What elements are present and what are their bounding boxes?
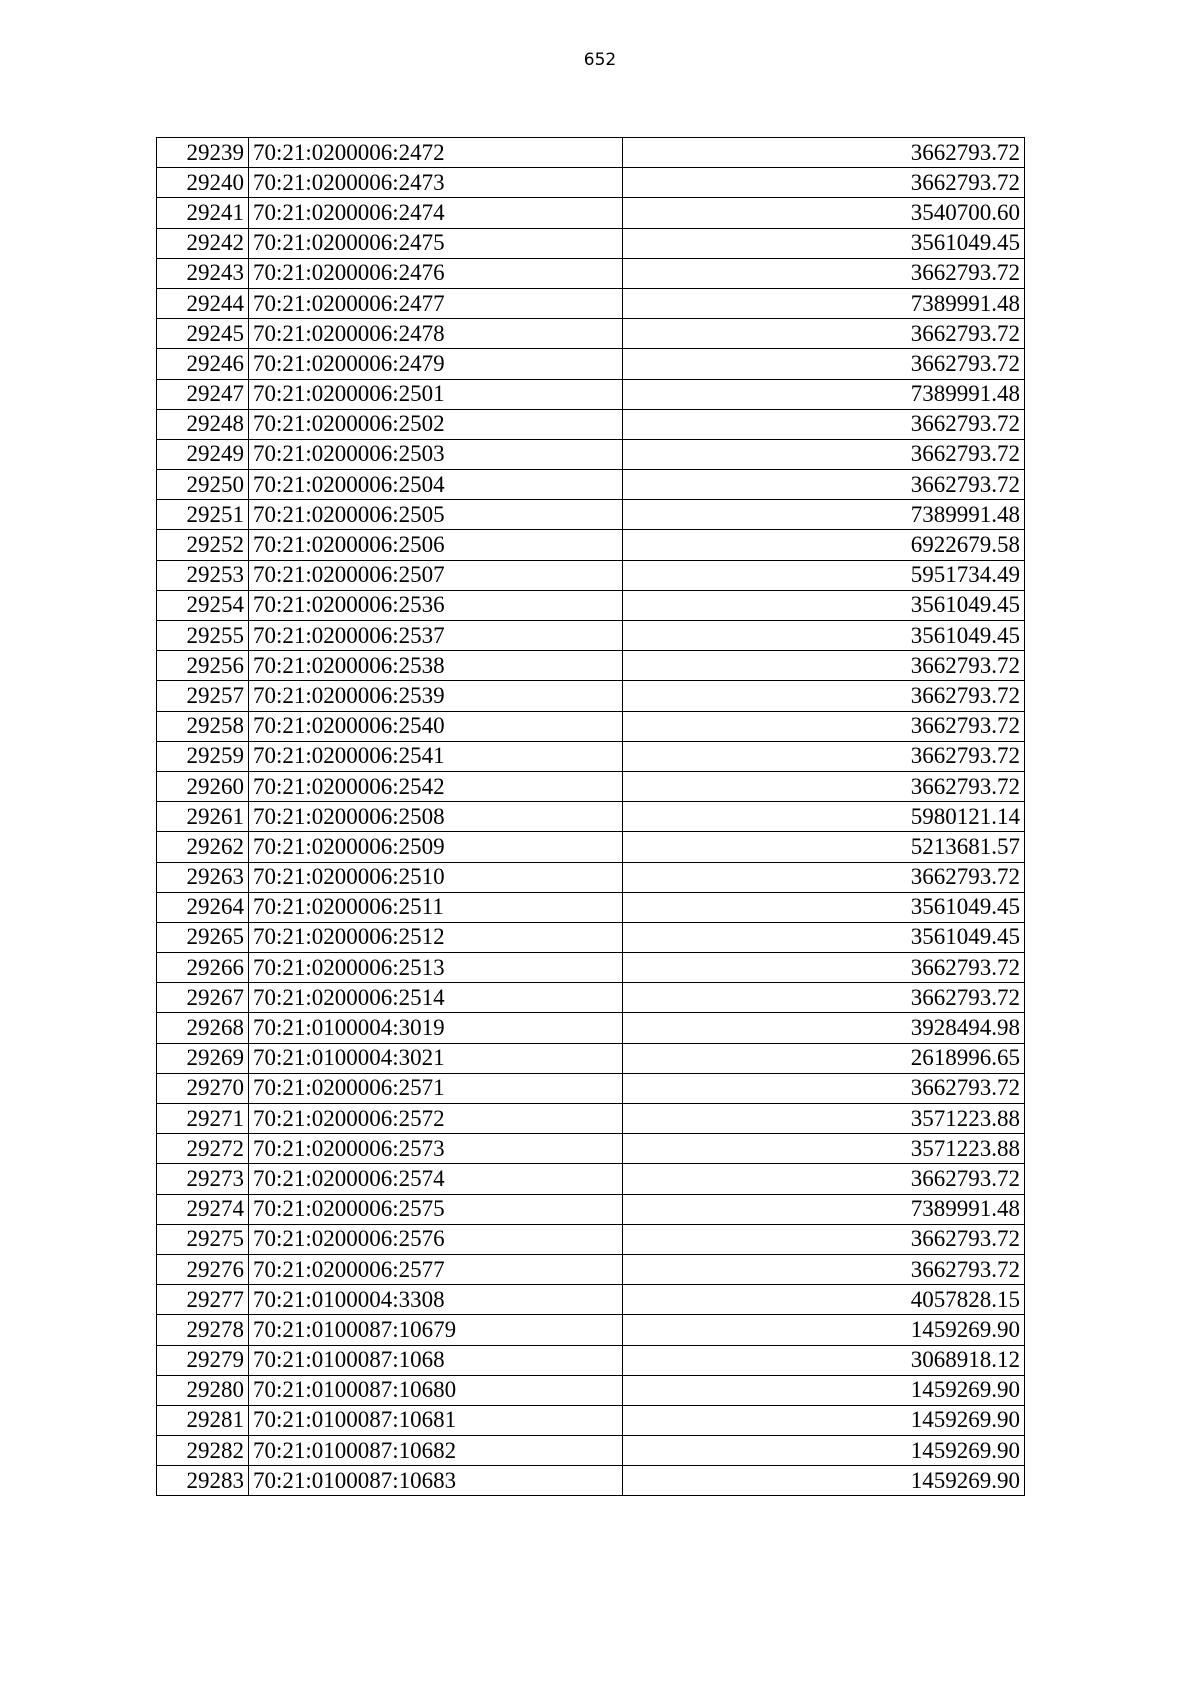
cadastral-number-cell: 70:21:0100004:3019 bbox=[249, 1013, 623, 1043]
table-row bbox=[157, 1224, 1025, 1254]
row-number-cell: 29278 bbox=[157, 1315, 249, 1345]
table-row bbox=[157, 892, 1025, 922]
row-number-cell: 29275 bbox=[157, 1224, 249, 1254]
cadastral-value-cell: 5213681.57 bbox=[623, 832, 1025, 862]
row-number-cell: 29261 bbox=[157, 802, 249, 832]
cadastral-number-cell: 70:21:0200006:2503 bbox=[249, 439, 623, 469]
row-number-cell: 29267 bbox=[157, 983, 249, 1013]
cadastral-value-cell: 3928494.98 bbox=[623, 1013, 1025, 1043]
cadastral-value-cell: 1459269.90 bbox=[623, 1375, 1025, 1405]
table-row bbox=[157, 1134, 1025, 1164]
table-row bbox=[157, 1375, 1025, 1405]
row-number-cell: 29240 bbox=[157, 168, 249, 198]
cadastral-number-cell: 70:21:0200006:2477 bbox=[249, 288, 623, 318]
row-number-cell: 29260 bbox=[157, 771, 249, 801]
cadastral-number-cell: 70:21:0100087:10682 bbox=[249, 1436, 623, 1466]
table-row bbox=[157, 1345, 1025, 1375]
row-number-cell: 29246 bbox=[157, 349, 249, 379]
cadastral-value-cell: 1459269.90 bbox=[623, 1436, 1025, 1466]
page-number: 652 bbox=[583, 50, 617, 70]
cadastral-value-cell: 3561049.45 bbox=[623, 590, 1025, 620]
row-number-cell: 29274 bbox=[157, 1194, 249, 1224]
row-number-cell: 29241 bbox=[157, 198, 249, 228]
row-number-cell: 29249 bbox=[157, 439, 249, 469]
cadastral-value-cell: 3662793.72 bbox=[623, 953, 1025, 983]
row-number-cell: 29252 bbox=[157, 530, 249, 560]
row-number-cell: 29250 bbox=[157, 470, 249, 500]
cadastral-value-cell: 3561049.45 bbox=[623, 621, 1025, 651]
row-number-cell: 29265 bbox=[157, 922, 249, 952]
table-row bbox=[157, 560, 1025, 590]
cadastral-value-cell: 3662793.72 bbox=[623, 439, 1025, 469]
cadastral-value-cell: 3662793.72 bbox=[623, 470, 1025, 500]
cadastral-value-cell: 5951734.49 bbox=[623, 560, 1025, 590]
table-row bbox=[157, 1043, 1025, 1073]
row-number-cell: 29273 bbox=[157, 1164, 249, 1194]
cadastral-number-cell: 70:21:0200006:2505 bbox=[249, 500, 623, 530]
cadastral-value-cell: 3662793.72 bbox=[623, 319, 1025, 349]
cadastral-value-cell: 1459269.90 bbox=[623, 1315, 1025, 1345]
row-number-cell: 29279 bbox=[157, 1345, 249, 1375]
row-number-cell: 29264 bbox=[157, 892, 249, 922]
cadastral-value-cell: 3662793.72 bbox=[623, 349, 1025, 379]
cadastral-value-cell: 4057828.15 bbox=[623, 1285, 1025, 1315]
table-row bbox=[157, 922, 1025, 952]
cadastral-value-cell: 3662793.72 bbox=[623, 862, 1025, 892]
cadastral-value-cell: 3662793.72 bbox=[623, 741, 1025, 771]
cadastral-number-cell: 70:21:0200006:2538 bbox=[249, 651, 623, 681]
cadastral-value-cell: 7389991.48 bbox=[623, 500, 1025, 530]
row-number-cell: 29243 bbox=[157, 258, 249, 288]
cadastral-value-cell: 2618996.65 bbox=[623, 1043, 1025, 1073]
table-row bbox=[157, 470, 1025, 500]
table-row bbox=[157, 138, 1025, 168]
cadastral-number-cell: 70:21:0200006:2474 bbox=[249, 198, 623, 228]
cadastral-value-cell: 3662793.72 bbox=[623, 258, 1025, 288]
row-number-cell: 29272 bbox=[157, 1134, 249, 1164]
cadastral-number-cell: 70:21:0200006:2478 bbox=[249, 319, 623, 349]
table-row bbox=[157, 1104, 1025, 1134]
cadastral-value-cell: 1459269.90 bbox=[623, 1466, 1025, 1496]
table-row bbox=[157, 439, 1025, 469]
cadastral-value-cell: 7389991.48 bbox=[623, 288, 1025, 318]
table-row bbox=[157, 651, 1025, 681]
cadastral-value-table bbox=[156, 137, 1025, 1496]
cadastral-number-cell: 70:21:0100087:10683 bbox=[249, 1466, 623, 1496]
cadastral-value-cell: 3662793.72 bbox=[623, 168, 1025, 198]
table-row bbox=[157, 771, 1025, 801]
cadastral-number-cell: 70:21:0200006:2571 bbox=[249, 1073, 623, 1103]
cadastral-number-cell: 70:21:0200006:2572 bbox=[249, 1104, 623, 1134]
table-row bbox=[157, 1073, 1025, 1103]
table-row bbox=[157, 379, 1025, 409]
cadastral-value-cell: 3662793.72 bbox=[623, 1254, 1025, 1284]
row-number-cell: 29258 bbox=[157, 711, 249, 741]
cadastral-number-cell: 70:21:0200006:2514 bbox=[249, 983, 623, 1013]
table-row bbox=[157, 288, 1025, 318]
cadastral-number-cell: 70:21:0100087:1068 bbox=[249, 1345, 623, 1375]
table-row bbox=[157, 1466, 1025, 1496]
row-number-cell: 29256 bbox=[157, 651, 249, 681]
cadastral-number-cell: 70:21:0200006:2575 bbox=[249, 1194, 623, 1224]
cadastral-number-cell: 70:21:0200006:2576 bbox=[249, 1224, 623, 1254]
row-number-cell: 29262 bbox=[157, 832, 249, 862]
table-body bbox=[157, 138, 1025, 1496]
row-number-cell: 29269 bbox=[157, 1043, 249, 1073]
row-number-cell: 29251 bbox=[157, 500, 249, 530]
table-row bbox=[157, 349, 1025, 379]
table-row bbox=[157, 983, 1025, 1013]
row-number-cell: 29245 bbox=[157, 319, 249, 349]
cadastral-number-cell: 70:21:0200006:2511 bbox=[249, 892, 623, 922]
row-number-cell: 29281 bbox=[157, 1405, 249, 1435]
cadastral-number-cell: 70:21:0100004:3308 bbox=[249, 1285, 623, 1315]
row-number-cell: 29239 bbox=[157, 138, 249, 168]
cadastral-number-cell: 70:21:0200006:2504 bbox=[249, 470, 623, 500]
table-row bbox=[157, 862, 1025, 892]
cadastral-number-cell: 70:21:0200006:2537 bbox=[249, 621, 623, 651]
table-row bbox=[157, 711, 1025, 741]
cadastral-number-cell: 70:21:0200006:2506 bbox=[249, 530, 623, 560]
table-row bbox=[157, 1315, 1025, 1345]
row-number-cell: 29259 bbox=[157, 741, 249, 771]
cadastral-number-cell: 70:21:0200006:2509 bbox=[249, 832, 623, 862]
cadastral-number-cell: 70:21:0200006:2472 bbox=[249, 138, 623, 168]
table-row bbox=[157, 590, 1025, 620]
row-number-cell: 29266 bbox=[157, 953, 249, 983]
table-row bbox=[157, 681, 1025, 711]
row-number-cell: 29283 bbox=[157, 1466, 249, 1496]
table-row bbox=[157, 258, 1025, 288]
cadastral-value-cell: 3662793.72 bbox=[623, 983, 1025, 1013]
table-row bbox=[157, 409, 1025, 439]
cadastral-value-cell: 5980121.14 bbox=[623, 802, 1025, 832]
row-number-cell: 29277 bbox=[157, 1285, 249, 1315]
table-row bbox=[157, 1285, 1025, 1315]
table-row bbox=[157, 1436, 1025, 1466]
table-row bbox=[157, 1164, 1025, 1194]
row-number-cell: 29255 bbox=[157, 621, 249, 651]
row-number-cell: 29248 bbox=[157, 409, 249, 439]
cadastral-number-cell: 70:21:0200006:2502 bbox=[249, 409, 623, 439]
cadastral-value-cell: 3561049.45 bbox=[623, 892, 1025, 922]
table-row bbox=[157, 319, 1025, 349]
table-row bbox=[157, 228, 1025, 258]
cadastral-number-cell: 70:21:0200006:2573 bbox=[249, 1134, 623, 1164]
cadastral-number-cell: 70:21:0200006:2541 bbox=[249, 741, 623, 771]
cadastral-value-cell: 3068918.12 bbox=[623, 1345, 1025, 1375]
table-row bbox=[157, 500, 1025, 530]
table-row bbox=[157, 621, 1025, 651]
row-number-cell: 29244 bbox=[157, 288, 249, 318]
cadastral-number-cell: 70:21:0200006:2513 bbox=[249, 953, 623, 983]
cadastral-number-cell: 70:21:0100087:10679 bbox=[249, 1315, 623, 1345]
cadastral-value-cell: 7389991.48 bbox=[623, 1194, 1025, 1224]
cadastral-number-cell: 70:21:0200006:2577 bbox=[249, 1254, 623, 1284]
row-number-cell: 29242 bbox=[157, 228, 249, 258]
cadastral-value-cell: 3571223.88 bbox=[623, 1104, 1025, 1134]
cadastral-value-cell: 3662793.72 bbox=[623, 409, 1025, 439]
cadastral-value-cell: 3561049.45 bbox=[623, 228, 1025, 258]
cadastral-value-cell: 3571223.88 bbox=[623, 1134, 1025, 1164]
cadastral-number-cell: 70:21:0200006:2501 bbox=[249, 379, 623, 409]
table-row bbox=[157, 530, 1025, 560]
row-number-cell: 29263 bbox=[157, 862, 249, 892]
cadastral-value-cell: 3662793.72 bbox=[623, 681, 1025, 711]
row-number-cell: 29254 bbox=[157, 590, 249, 620]
row-number-cell: 29247 bbox=[157, 379, 249, 409]
cadastral-number-cell: 70:21:0200006:2512 bbox=[249, 922, 623, 952]
row-number-cell: 29271 bbox=[157, 1104, 249, 1134]
cadastral-value-cell: 3662793.72 bbox=[623, 711, 1025, 741]
cadastral-number-cell: 70:21:0200006:2473 bbox=[249, 168, 623, 198]
cadastral-number-cell: 70:21:0100004:3021 bbox=[249, 1043, 623, 1073]
cadastral-number-cell: 70:21:0200006:2574 bbox=[249, 1164, 623, 1194]
table-row bbox=[157, 832, 1025, 862]
cadastral-value-cell: 7389991.48 bbox=[623, 379, 1025, 409]
cadastral-number-cell: 70:21:0200006:2542 bbox=[249, 771, 623, 801]
table-row bbox=[157, 1405, 1025, 1435]
cadastral-value-cell: 3662793.72 bbox=[623, 1073, 1025, 1103]
table-row bbox=[157, 1194, 1025, 1224]
cadastral-number-cell: 70:21:0100087:10680 bbox=[249, 1375, 623, 1405]
cadastral-number-cell: 70:21:0200006:2510 bbox=[249, 862, 623, 892]
cadastral-value-cell: 3662793.72 bbox=[623, 1224, 1025, 1254]
cadastral-number-cell: 70:21:0200006:2475 bbox=[249, 228, 623, 258]
row-number-cell: 29268 bbox=[157, 1013, 249, 1043]
table-row bbox=[157, 1254, 1025, 1284]
cadastral-number-cell: 70:21:0200006:2476 bbox=[249, 258, 623, 288]
row-number-cell: 29276 bbox=[157, 1254, 249, 1284]
table-row bbox=[157, 1013, 1025, 1043]
row-number-cell: 29270 bbox=[157, 1073, 249, 1103]
cadastral-value-cell: 3540700.60 bbox=[623, 198, 1025, 228]
cadastral-value-cell: 3662793.72 bbox=[623, 1164, 1025, 1194]
cadastral-value-cell: 3662793.72 bbox=[623, 651, 1025, 681]
row-number-cell: 29257 bbox=[157, 681, 249, 711]
table-row bbox=[157, 953, 1025, 983]
row-number-cell: 29253 bbox=[157, 560, 249, 590]
cadastral-value-cell: 3662793.72 bbox=[623, 771, 1025, 801]
cadastral-value-cell: 6922679.58 bbox=[623, 530, 1025, 560]
cadastral-number-cell: 70:21:0200006:2540 bbox=[249, 711, 623, 741]
cadastral-number-cell: 70:21:0200006:2536 bbox=[249, 590, 623, 620]
cadastral-value-cell: 1459269.90 bbox=[623, 1405, 1025, 1435]
table-row bbox=[157, 802, 1025, 832]
row-number-cell: 29282 bbox=[157, 1436, 249, 1466]
cadastral-number-cell: 70:21:0100087:10681 bbox=[249, 1405, 623, 1435]
cadastral-value-cell: 3662793.72 bbox=[623, 138, 1025, 168]
table-row bbox=[157, 198, 1025, 228]
cadastral-number-cell: 70:21:0200006:2507 bbox=[249, 560, 623, 590]
row-number-cell: 29280 bbox=[157, 1375, 249, 1405]
cadastral-number-cell: 70:21:0200006:2479 bbox=[249, 349, 623, 379]
table-row bbox=[157, 741, 1025, 771]
cadastral-number-cell: 70:21:0200006:2539 bbox=[249, 681, 623, 711]
cadastral-number-cell: 70:21:0200006:2508 bbox=[249, 802, 623, 832]
table-row bbox=[157, 168, 1025, 198]
cadastral-value-cell: 3561049.45 bbox=[623, 922, 1025, 952]
